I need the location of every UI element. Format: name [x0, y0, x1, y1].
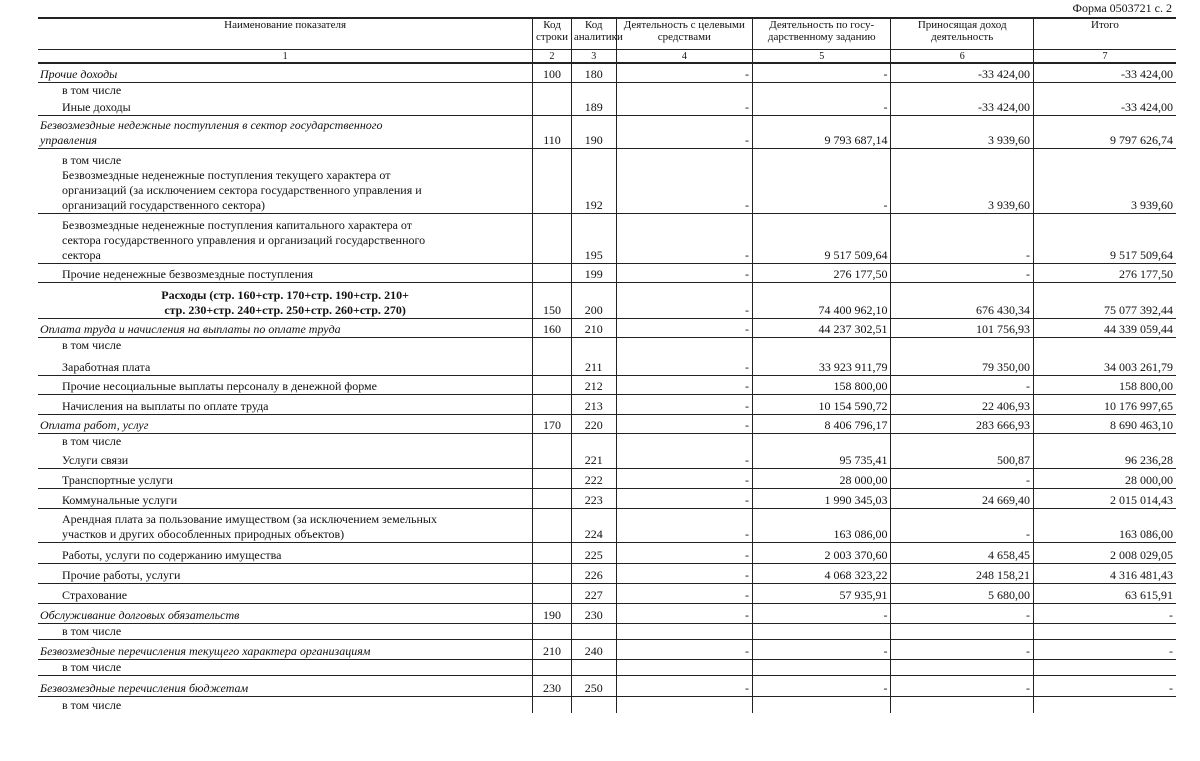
- row-value-total: [1033, 660, 1176, 676]
- row-code-analytics: 240: [571, 640, 616, 660]
- row-value-income: -: [891, 676, 1034, 697]
- row-value-total: 96 236,28: [1033, 449, 1176, 469]
- row-code-analytics: 227: [571, 584, 616, 604]
- row-value-target: -: [616, 509, 752, 543]
- row-code-line: [533, 697, 572, 713]
- row-value-income: -33 424,00: [891, 63, 1034, 82]
- row-code-analytics: [571, 82, 616, 98]
- row-value-target: [616, 660, 752, 676]
- table-row: [38, 214, 1176, 264]
- row-name: в том числе: [38, 660, 533, 676]
- row-name: Работы, услуги по содержанию имущества: [38, 543, 533, 564]
- row-value-income: 101 756,93: [891, 319, 1034, 338]
- row-value-target: [616, 624, 752, 640]
- row-name: Безвозмездные перечисления бюджетам: [38, 676, 533, 697]
- row-code-line: [533, 149, 572, 214]
- row-value-state: -: [753, 63, 891, 82]
- row-name: Страхование: [38, 584, 533, 604]
- row-name: Прочие несоциальные выплаты персоналу в денежной форме: [38, 375, 533, 394]
- row-value-target: -: [616, 283, 752, 319]
- row-value-target: -: [616, 353, 752, 375]
- row-code-line: [533, 264, 572, 283]
- row-value-income: 500,87: [891, 449, 1034, 469]
- table-row: [38, 433, 1176, 449]
- row-value-total: 63 615,91: [1033, 584, 1176, 604]
- row-value-total: 75 077 392,44: [1033, 283, 1176, 319]
- row-code-analytics: 192: [571, 149, 616, 214]
- row-value-target: -: [616, 564, 752, 584]
- table-body: [38, 63, 1176, 713]
- row-code-line: 190: [533, 604, 572, 624]
- row-value-state: 10 154 590,72: [753, 394, 891, 414]
- row-value-total: 44 339 059,44: [1033, 319, 1176, 338]
- header-col-total: Итого: [1033, 18, 1176, 50]
- row-value-state: 95 735,41: [753, 449, 891, 469]
- row-value-target: [616, 82, 752, 98]
- row-value-target: -: [616, 375, 752, 394]
- row-code-line: 150: [533, 283, 572, 319]
- row-value-state: 1 990 345,03: [753, 489, 891, 509]
- row-value-income: [891, 660, 1034, 676]
- row-value-target: [616, 433, 752, 449]
- report-table: [38, 17, 1176, 713]
- row-value-target: -: [616, 214, 752, 264]
- header-name: Наименование показателя: [38, 18, 533, 50]
- row-code-line: 170: [533, 414, 572, 433]
- row-value-target: -: [616, 543, 752, 564]
- row-value-state: 33 923 911,79: [753, 353, 891, 375]
- row-code-line: [533, 469, 572, 489]
- row-name: Оплата работ, услуг: [38, 414, 533, 433]
- row-code-analytics: 210: [571, 319, 616, 338]
- row-value-income: 3 939,60: [891, 149, 1034, 214]
- row-name: в том числе: [38, 624, 533, 640]
- row-value-income: -: [891, 640, 1034, 660]
- row-value-state: 28 000,00: [753, 469, 891, 489]
- row-name: Обслуживание долговых обязательств: [38, 604, 533, 624]
- row-code-analytics: 250: [571, 676, 616, 697]
- row-value-state: 2 003 370,60: [753, 543, 891, 564]
- row-code-analytics: [571, 660, 616, 676]
- row-value-total: 9 797 626,74: [1033, 116, 1176, 149]
- table-row: [38, 414, 1176, 433]
- row-value-total: -: [1033, 640, 1176, 660]
- table-row: [38, 283, 1176, 319]
- col-number: 5: [753, 50, 891, 64]
- table-row: [38, 375, 1176, 394]
- row-value-total: 34 003 261,79: [1033, 353, 1176, 375]
- row-code-line: [533, 98, 572, 116]
- row-name: Заработная плата: [62, 359, 151, 374]
- row-value-state: 57 935,91: [753, 584, 891, 604]
- row-name: в том числе Безвозмездные неденежные поступления текущего характера от организаций (за исключением сектора государственного управления и организаций государственного сектора): [38, 149, 533, 214]
- row-value-target: -: [616, 676, 752, 697]
- row-name: в том числе: [38, 433, 533, 449]
- row-code-analytics: 180: [571, 63, 616, 82]
- row-value-income: [891, 82, 1034, 98]
- table-row: [38, 63, 1176, 82]
- row-name: Прочие доходы: [38, 63, 533, 82]
- row-name: Безвозмездные недежные поступления в сектор государственного управления: [38, 116, 533, 149]
- row-value-total: 2 015 014,43: [1033, 489, 1176, 509]
- row-value-total: -: [1033, 604, 1176, 624]
- row-code-line: [533, 660, 572, 676]
- row-value-total: 276 177,50: [1033, 264, 1176, 283]
- table-row: [38, 353, 1176, 375]
- row-code-line: [533, 509, 572, 543]
- row-name: Начисления на выплаты по оплате труда: [38, 394, 533, 414]
- col-number: 4: [616, 50, 752, 64]
- row-code-line: [533, 338, 572, 354]
- row-code-line: 230: [533, 676, 572, 697]
- row-value-income: 22 406,93: [891, 394, 1034, 414]
- row-code-line: [533, 433, 572, 449]
- row-code-line: [533, 489, 572, 509]
- col-number: 1: [38, 50, 533, 64]
- table-row: [38, 640, 1176, 660]
- row-value-target: -: [616, 264, 752, 283]
- row-name: Арендная плата за пользование имуществом (за исключением земельных участков и других обособленных природных объектов): [38, 509, 533, 543]
- row-value-state: -: [753, 604, 891, 624]
- table-row: [38, 319, 1176, 338]
- row-value-state: 163 086,00: [753, 509, 891, 543]
- row-value-total: 158 800,00: [1033, 375, 1176, 394]
- row-value-income: [891, 338, 1034, 354]
- row-code-analytics: 220: [571, 414, 616, 433]
- table-row: [38, 149, 1176, 214]
- row-code-analytics: 199: [571, 264, 616, 283]
- row-code-analytics: [571, 697, 616, 713]
- row-value-state: [753, 433, 891, 449]
- row-code-line: [533, 584, 572, 604]
- row-code-analytics: 213: [571, 394, 616, 414]
- header-col-income: Приносящая доход деятельность: [891, 18, 1034, 50]
- row-value-income: 248 158,21: [891, 564, 1034, 584]
- table-row: [38, 489, 1176, 509]
- row-value-income: -: [891, 264, 1034, 283]
- row-value-state: 276 177,50: [753, 264, 891, 283]
- row-name: Оплата труда и начисления на выплаты по оплате труда: [38, 319, 533, 338]
- row-value-target: [616, 697, 752, 713]
- header-col-state: Деятельность по госу-дарственному заданию: [753, 18, 891, 50]
- row-value-target: [616, 338, 752, 354]
- header-col-target: Деятельность с целевыми средствами: [616, 18, 752, 50]
- row-value-target: -: [616, 98, 752, 116]
- row-code-line: 210: [533, 640, 572, 660]
- row-value-state: 44 237 302,51: [753, 319, 891, 338]
- header-code-analytics: Код аналитики: [571, 18, 616, 50]
- row-value-income: 676 430,34: [891, 283, 1034, 319]
- row-code-analytics: 189: [571, 98, 616, 116]
- row-value-total: 9 517 509,64: [1033, 214, 1176, 264]
- row-value-state: -: [753, 676, 891, 697]
- row-value-total: [1033, 624, 1176, 640]
- table-row: [38, 469, 1176, 489]
- row-code-analytics: [571, 624, 616, 640]
- row-name: Транспортные услуги: [38, 469, 533, 489]
- header-row: [38, 18, 1176, 50]
- table-row: [38, 697, 1176, 713]
- row-value-income: 79 350,00: [891, 353, 1034, 375]
- row-value-target: -: [616, 63, 752, 82]
- row-value-state: 4 068 323,22: [753, 564, 891, 584]
- row-value-target: -: [616, 640, 752, 660]
- row-value-total: 28 000,00: [1033, 469, 1176, 489]
- row-value-target: -: [616, 469, 752, 489]
- row-value-target: -: [616, 149, 752, 214]
- table-row: [38, 660, 1176, 676]
- row-value-total: -33 424,00: [1033, 63, 1176, 82]
- row-value-target: -: [616, 489, 752, 509]
- row-value-income: -: [891, 469, 1034, 489]
- row-value-income: -: [891, 375, 1034, 394]
- row-value-total: [1033, 697, 1176, 713]
- row-value-state: [753, 660, 891, 676]
- row-name: Услуги связи: [62, 453, 129, 467]
- row-value-state: [753, 338, 891, 354]
- table-row: [38, 394, 1176, 414]
- col-number: 7: [1033, 50, 1176, 64]
- row-value-income: 4 658,45: [891, 543, 1034, 564]
- row-value-total: 3 939,60: [1033, 149, 1176, 214]
- row-name: Прочие неденежные безвозмездные поступления: [38, 264, 533, 283]
- row-value-total: [1033, 433, 1176, 449]
- row-value-income: [891, 624, 1034, 640]
- row-name: Безвозмездные неденежные поступления капитального характера от сектора государственного управления и организаций государственного сектора: [38, 214, 533, 264]
- row-value-income: 5 680,00: [891, 584, 1034, 604]
- table-row: [38, 338, 1176, 354]
- row-value-target: -: [616, 584, 752, 604]
- row-code-analytics: 200: [571, 283, 616, 319]
- table-row: [38, 543, 1176, 564]
- row-value-income: [891, 433, 1034, 449]
- row-code-line: [533, 394, 572, 414]
- row-value-state: 8 406 796,17: [753, 414, 891, 433]
- row-value-income: -: [891, 604, 1034, 624]
- row-value-income: 283 666,93: [891, 414, 1034, 433]
- row-value-total: -33 424,00: [1033, 98, 1176, 116]
- row-value-state: -: [753, 98, 891, 116]
- row-name: в том числе: [38, 338, 533, 354]
- row-code-analytics: 224: [571, 509, 616, 543]
- row-code-line: [533, 82, 572, 98]
- table-row: [38, 676, 1176, 697]
- row-code-analytics: 226: [571, 564, 616, 584]
- row-value-total: 8 690 463,10: [1033, 414, 1176, 433]
- row-code-analytics: [571, 433, 616, 449]
- row-value-target: -: [616, 394, 752, 414]
- row-code-analytics: [571, 338, 616, 354]
- row-code-line: 110: [533, 116, 572, 149]
- row-code-line: [533, 214, 572, 264]
- row-value-state: [753, 697, 891, 713]
- row-value-total: 4 316 481,43: [1033, 564, 1176, 584]
- row-value-target: -: [616, 604, 752, 624]
- row-code-line: [533, 624, 572, 640]
- row-value-income: 3 939,60: [891, 116, 1034, 149]
- row-code-line: 100: [533, 63, 572, 82]
- row-code-analytics: 225: [571, 543, 616, 564]
- table-row: [38, 82, 1176, 98]
- table-row: [38, 624, 1176, 640]
- row-code-line: 160: [533, 319, 572, 338]
- row-value-state: -: [753, 149, 891, 214]
- row-value-income: [891, 697, 1034, 713]
- row-value-total: 163 086,00: [1033, 509, 1176, 543]
- row-code-analytics: 211: [571, 353, 616, 375]
- row-code-line: [533, 564, 572, 584]
- row-code-analytics: 221: [571, 449, 616, 469]
- header-code-line: Код строки: [533, 18, 572, 50]
- row-code-line: [533, 449, 572, 469]
- row-code-analytics: 230: [571, 604, 616, 624]
- row-value-total: [1033, 82, 1176, 98]
- row-code-line: [533, 375, 572, 394]
- row-value-state: [753, 82, 891, 98]
- row-name: Иные доходы: [62, 100, 131, 114]
- form-label: Форма 0503721 с. 2: [1072, 1, 1172, 15]
- row-value-state: 74 400 962,10: [753, 283, 891, 319]
- row-value-income: -: [891, 509, 1034, 543]
- row-code-line: [533, 353, 572, 375]
- row-value-state: [753, 624, 891, 640]
- table-row: [38, 98, 1176, 116]
- table-row: [38, 604, 1176, 624]
- col-number: 6: [891, 50, 1034, 64]
- row-value-income: 24 669,40: [891, 489, 1034, 509]
- table-row: [38, 584, 1176, 604]
- row-value-target: -: [616, 414, 752, 433]
- row-value-state: 158 800,00: [753, 375, 891, 394]
- row-value-target: -: [616, 319, 752, 338]
- row-value-state: -: [753, 640, 891, 660]
- row-value-income: -33 424,00: [891, 98, 1034, 116]
- row-value-target: -: [616, 449, 752, 469]
- row-name: Расходы (стр. 160+стр. 170+стр. 190+стр. 210+ стр. 230+стр. 240+стр. 250+стр. 260+стр. 270): [38, 283, 533, 319]
- row-value-total: [1033, 338, 1176, 354]
- row-value-total: -: [1033, 676, 1176, 697]
- column-number-row: [38, 50, 1176, 64]
- row-code-analytics: 212: [571, 375, 616, 394]
- row-name: в том числе: [38, 697, 533, 713]
- table-row: [38, 509, 1176, 543]
- row-value-total: 2 008 029,05: [1033, 543, 1176, 564]
- row-value-state: 9 793 687,14: [753, 116, 891, 149]
- col-number: 2: [533, 50, 572, 64]
- table-row: [38, 116, 1176, 149]
- row-name: Коммунальные услуги: [38, 489, 533, 509]
- row-name: Прочие работы, услуги: [38, 564, 533, 584]
- row-code-analytics: 222: [571, 469, 616, 489]
- row-code-analytics: 195: [571, 214, 616, 264]
- row-value-target: -: [616, 116, 752, 149]
- row-code-analytics: 190: [571, 116, 616, 149]
- row-value-state: 9 517 509,64: [753, 214, 891, 264]
- table-row: [38, 564, 1176, 584]
- row-code-analytics: 223: [571, 489, 616, 509]
- table-row: [38, 264, 1176, 283]
- table-row: [38, 449, 1176, 469]
- row-value-total: 10 176 997,65: [1033, 394, 1176, 414]
- row-name: в том числе: [38, 82, 533, 98]
- row-name: Безвозмездные перечисления текущего характера организациям: [38, 640, 533, 660]
- col-number: 3: [571, 50, 616, 64]
- row-code-line: [533, 543, 572, 564]
- row-value-income: -: [891, 214, 1034, 264]
